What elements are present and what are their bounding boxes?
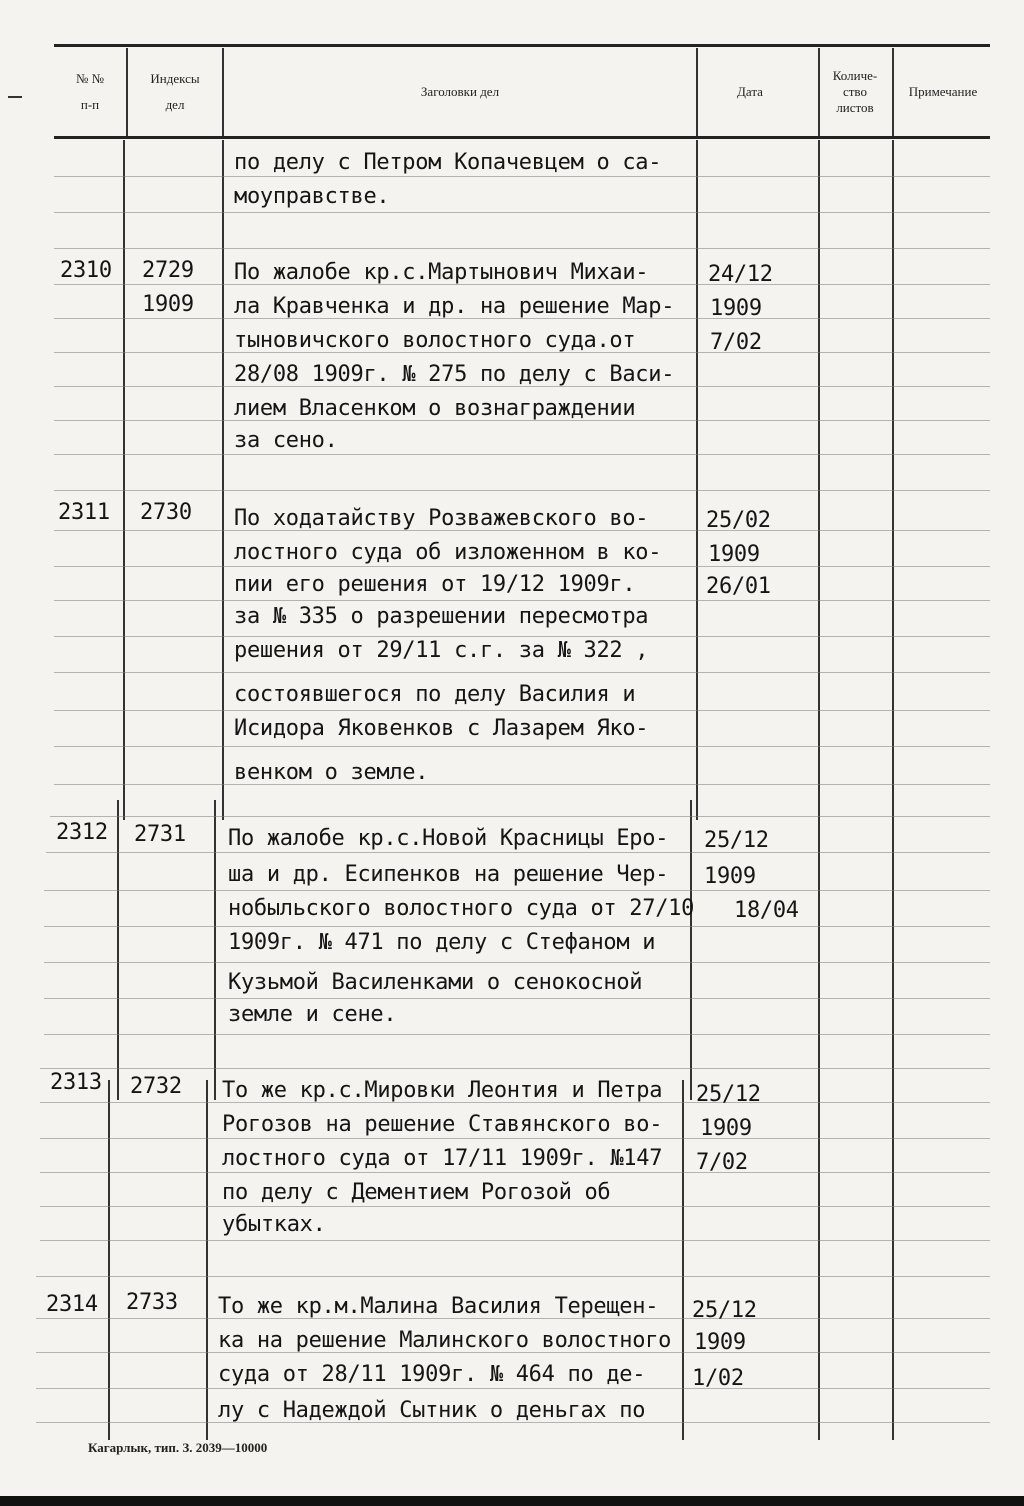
ruling-line [54,176,990,177]
entry-number: 2311 [58,500,110,525]
entry-index: 2729 [142,258,194,283]
ruling-line [54,672,990,673]
entry-title-line: за № 335 о разрешении пересмотра [234,604,649,629]
entry-date: 25/12 [692,1298,757,1323]
entry-index: 2730 [140,500,192,525]
header-col-rule-2 [222,48,224,136]
header-number [54,48,126,136]
body-col-rule-5 [892,140,894,1440]
entry-date: 25/12 [696,1082,761,1107]
body-col-rule-2a [222,140,224,820]
entry-date: 25/12 [704,828,769,853]
ruling-line [54,710,990,711]
header-note [893,48,993,136]
entry-title-line: 28/08 1909г. № 275 по делу с Васи- [234,362,675,387]
entry-title-line: По жалобе кр.с.Новой Красницы Еро- [228,826,669,851]
entry-title-line: пии его решения от 19/12 1909г. [234,572,636,597]
entry-title-line: лостного суда от 17/11 1909г. №147 [222,1146,663,1171]
entry-number: 2310 [60,258,112,283]
entry-title-line: лостного суда об изложенном в ко- [234,540,662,565]
ruling-line [44,890,990,891]
entry-title-line: за сено. [234,428,338,453]
entry-title-line: по делу с Дементием Рогозой об [222,1180,611,1205]
margin-mark [8,96,22,98]
body-col-rule-1a [123,140,125,820]
header-col-rule-5 [892,48,894,136]
header-index-line1: Индексы [150,70,200,86]
ruling-line [50,816,990,817]
header-note-text: Примечание [908,83,978,99]
entry-title-line: состоявшегося по делу Василия и [234,682,636,707]
header-title [224,48,696,136]
header-date-text: Дата [737,83,763,99]
ruling-line [54,566,990,567]
body-col-rule-4 [818,140,820,1440]
entry-date: 7/02 [696,1150,748,1175]
entry-title-line: лу с Надеждой Сытник о деньгах по [218,1398,646,1423]
entry-date: 1909 [704,864,756,889]
entry-date: 25/02 [706,508,771,533]
ruling-line [54,212,990,213]
ruling-line [46,852,990,853]
header-number-line2: п-п [80,97,100,112]
entry-index: 2733 [126,1290,178,1315]
ruling-line [40,1240,990,1241]
body-col-rule-1b [117,800,119,1100]
entry-date: 24/12 [708,262,773,287]
entry-date: 1909 [708,542,760,567]
body-col-rule-3b [690,800,692,1100]
entry-title-line: То же кр.м.Малина Василия Терещен- [218,1294,659,1319]
entry-title-line: моуправстве. [234,184,390,209]
body-col-rule-2b [214,800,216,1100]
ruling-line [40,1068,990,1069]
ruling-line [44,962,990,963]
printer-imprint: Кагарлык, тип. З. 2039—10000 [88,1440,268,1455]
entry-title-line: По жалобе кр.с.Мартынович Михаи- [234,260,649,285]
header-title-text: Заголовки дел [420,83,500,99]
entry-title-line: Рогозов на решение Ставянского во- [222,1112,663,1137]
entry-title-line: убытках. [222,1212,326,1237]
entry-title-line: суда от 28/11 1909г. № 464 по де- [218,1362,646,1387]
entry-title-line: тыновичского волостного суда.от [234,328,636,353]
entry-title-line: Исидора Яковенков с Лазарем Яко- [234,716,649,741]
header-col-rule-3 [696,48,698,136]
entry-index: 2731 [134,822,186,847]
header-number-line1: № № [75,70,105,86]
entry-date: 1909 [710,296,762,321]
entry-title-line: лием Власенком о вознаграждении [234,396,636,421]
body-col-rule-3c [682,1080,684,1440]
body-col-rule-2c [206,1080,208,1440]
entry-title-line: ка на решение Малинского волостного [218,1328,672,1353]
ruling-line [44,1034,990,1035]
entry-date: 18/04 [734,898,799,923]
entry-date: 1909 [694,1330,746,1355]
header-index-line2: дел [165,97,185,112]
entry-title-line: по делу с Петром Копачевцем о са- [234,150,662,175]
ruling-line [54,248,990,249]
entry-index-year: 1909 [142,292,194,317]
entry-title-line: 1909г. № 471 по делу с Стефаном и [228,930,656,955]
entry-title-line: ша и др. Есипенков на решение Чер- [228,862,669,887]
entry-date: 1909 [700,1116,752,1141]
ruling-line [54,636,990,637]
entry-title-line: По ходатайству Розважевского во- [234,506,649,531]
entry-title-line: решения от 29/11 с.г. за № 322 , [234,638,649,663]
entry-title-line: ла Кравченка и др. на решение Мар- [234,294,675,319]
ruling-line [54,784,990,785]
entry-title-line: венком о земле. [234,760,429,785]
entry-title-line: земле и сене. [228,1002,397,1027]
ruling-line [36,1276,990,1277]
entry-number: 2313 [50,1070,102,1095]
ruling-line [40,1138,990,1139]
header-col-rule-1 [126,48,128,136]
ruling-line [54,490,990,491]
ruling-line [54,454,990,455]
ruling-line [40,1206,990,1207]
ruling-line [54,600,990,601]
header-sheet-count [818,48,892,136]
ruling-line [40,1172,990,1173]
entry-title-line: нобыльского волостного суда от 27/10 [228,896,695,921]
header-index [128,48,222,136]
header-top-rule [54,44,990,47]
entry-date: 7/02 [710,330,762,355]
ruling-line [36,1388,990,1389]
ruling-line [44,926,990,927]
entry-index: 2732 [130,1074,182,1099]
ruling-line [54,746,990,747]
header-col-rule-4 [818,48,820,136]
ruling-line [44,998,990,999]
header-date [698,48,802,136]
body-col-rule-3a [696,140,698,820]
header-bottom-rule [54,136,990,139]
entry-date: 1/02 [692,1366,744,1391]
body-col-rule-1c [108,1080,110,1440]
scan-bottom-edge [0,1496,1024,1506]
entry-title-line: То же кр.с.Мировки Леонтия и Петра [222,1078,663,1103]
entry-number: 2312 [56,820,108,845]
entry-date: 26/01 [706,574,771,599]
entry-title-line: Кузьмой Василенками о сенокосной [228,970,643,995]
header-sheet-count-text: Количе- ство листов [832,67,878,116]
entry-number: 2314 [46,1292,98,1317]
